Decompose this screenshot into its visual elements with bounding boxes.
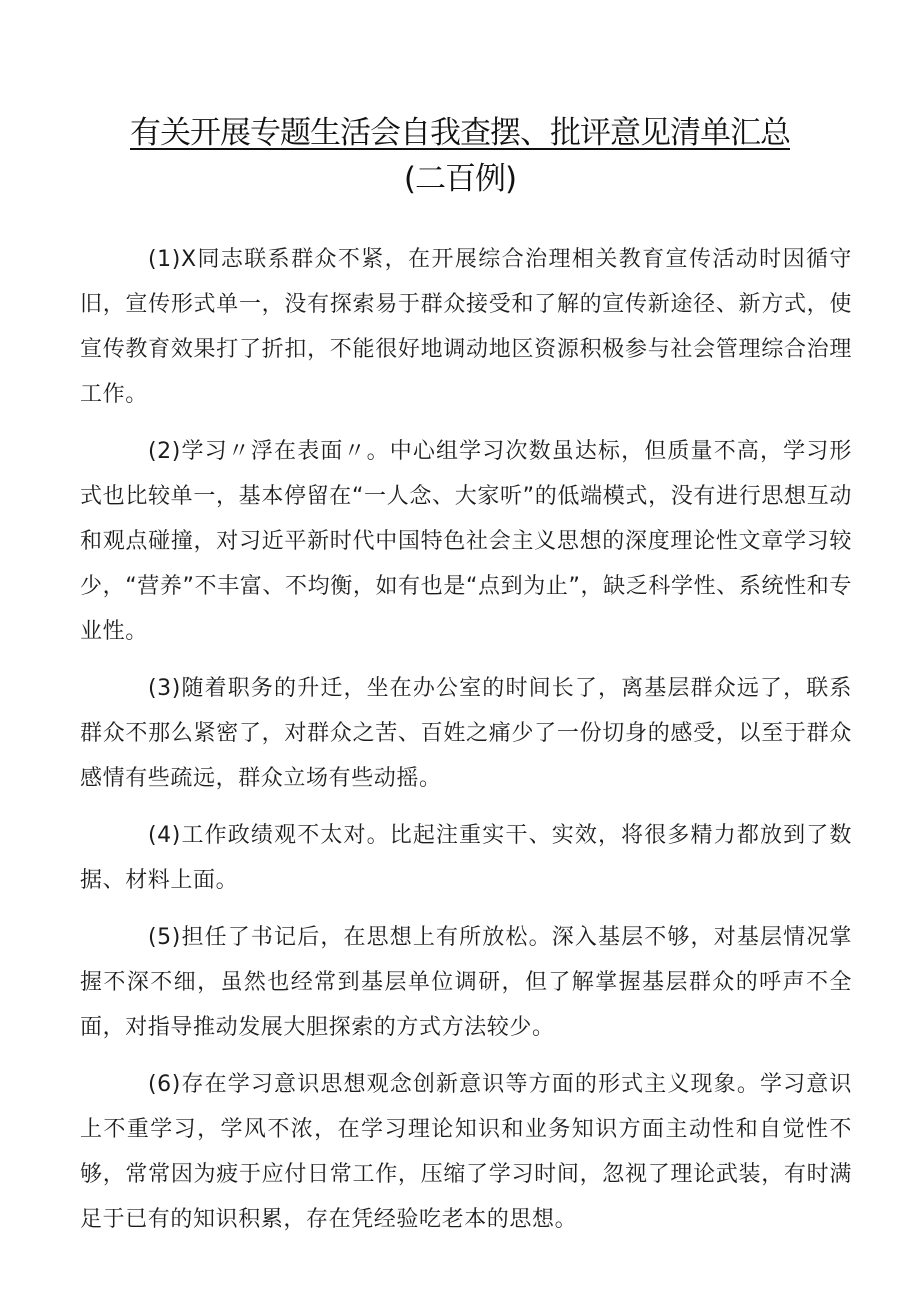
paragraph-2: (2)学习〃浮在表面〃。中心组学习次数虽达标，但质量不高，学习形式也比较单一，基本停留在“一人念、大家听”的低端模式，没有进行思想互动和观点碰撞，对习近平新时代中国特色社会主义思想的深度理论性文章学习较少，“营养”不丰富、不均衡，如有也是“点到为止”，缺乏科学性、系统性和专业性。 — [80, 439, 852, 644]
document-title — [0, 110, 920, 202]
document-body — [80, 237, 852, 1254]
title-subtitle: (二百例) — [403, 161, 517, 197]
paragraph-4: (4)工作政绩观不太对。比起注重实干、实效，将很多精力都放到了数据、材料上面。 — [80, 823, 852, 893]
paragraph-1: (1)X同志联系群众不紧，在开展综合治理相关教育宣传活动时因循守旧，宣传形式单一，没有探索易于群众接受和了解的宣传新途径、新方式，使宣传教育效果打了折扣，不能很好地调动地区资源积极参与社会管理综合治理工作。 — [80, 247, 852, 407]
paragraph-3: (3)随着职务的升迁，坐在办公室的时间长了，离基层群众远了，联系群众不那么紧密了，对群众之苦、百姓之痛少了一份切身的感受，以至于群众感情有些疏远，群众立场有些动摇。 — [80, 676, 852, 791]
paragraph-6: (6)存在学习意识思想观念创新意识等方面的形式主义现象。学习意识上不重学习，学风不浓，在学习理论知识和业务知识方面主动性和自觉性不够，常常因为疲于应付日常工作，压缩了学习时间，忽视了理论武装，有时满足于已有的知识积累，存在凭经验吃老本的思想。 — [80, 1072, 852, 1232]
paragraph-5: (5)担任了书记后，在思想上有所放松。深入基层不够，对基层情况掌握不深不细，虽然也经常到基层单位调研，但了解掌握基层群众的呼声不全面，对指导推动发展大胆探索的方式方法较少。 — [80, 925, 852, 1040]
title-main: 有关开展专题生活会自我查摆、批评意见清单汇总 — [130, 115, 790, 151]
